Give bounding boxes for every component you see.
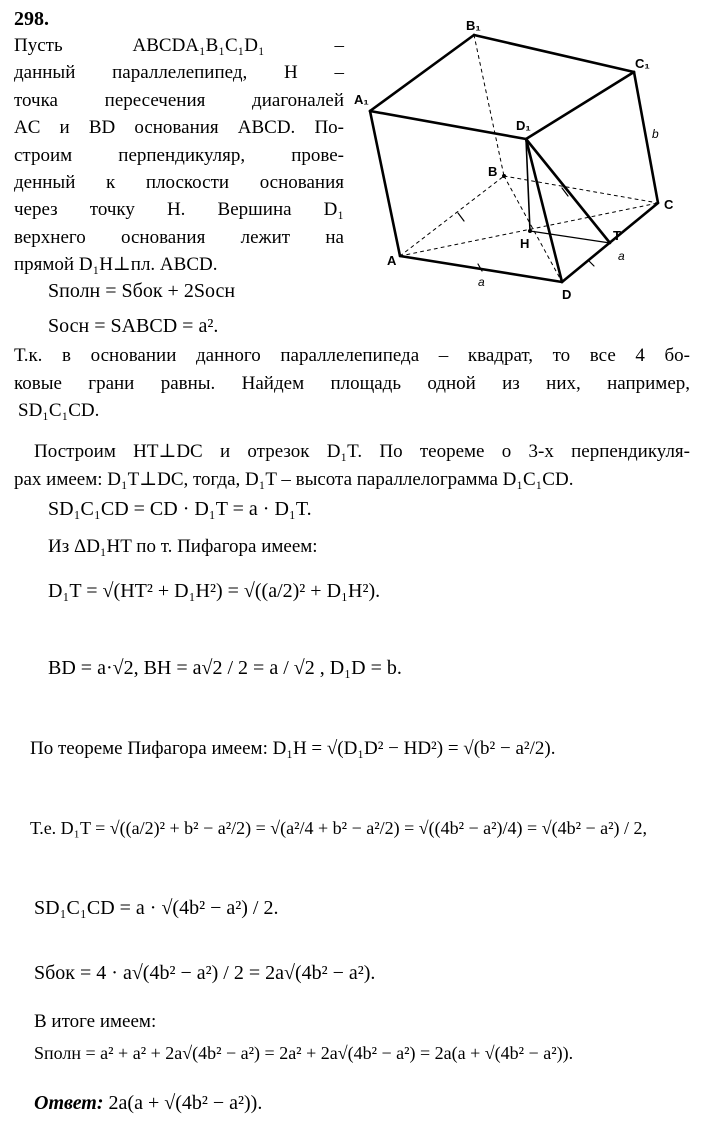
label-c: C	[664, 197, 674, 212]
label-d1: D₁	[516, 118, 531, 133]
point-h	[528, 229, 532, 233]
label-h: H	[520, 236, 530, 251]
label-d: D	[562, 287, 572, 302]
edge-ab	[400, 176, 504, 256]
formula-final: Sполн = a² + a² + 2a√(4b² − a²) = 2a² + 2a√(4b² − a²) = 2a(a + √(4b² − a²)).	[34, 1043, 574, 1063]
intro-paragraph	[14, 32, 344, 279]
intro-line: точка пересечения диагоналей	[14, 89, 344, 111]
edge-a1-b1	[370, 35, 474, 111]
label-a: A	[387, 253, 397, 268]
formula-s-face-result: SD₁C₁CD = a · √(4b² − a²) / 2.	[34, 897, 279, 919]
answer-label: Ответ:	[34, 1092, 104, 1114]
label-c1: C₁	[635, 56, 650, 71]
formula-d1t-result: Т.е. D₁T = √((a/2)² + b² − a²/2) = √(a²/4 + b² − a²/2) = √((4b² − a²)/4) = √(4b² − a²) / 2,	[30, 818, 647, 838]
formula-s-osn: Sосн = SABCD = a².	[48, 315, 219, 337]
formula-d1h: По теореме Пифагора имеем: D₁H = √(D₁D² − HD²) = √(b² − a²/2).	[30, 738, 556, 759]
label-a1: A₁	[354, 92, 369, 107]
point-b	[502, 174, 506, 178]
segment-h-t	[530, 231, 610, 243]
intro-line: верхнего основания лежит на	[14, 226, 344, 248]
label-t: T	[613, 228, 621, 243]
text-line: Т.к. в основании данного параллелепипеда – квадрат, то все 4 бо-	[14, 345, 690, 366]
intro-line: AC и BD основания ABCD. По-	[14, 117, 344, 139]
answer-value: 2a(a + √(4b² − a²)).	[108, 1092, 263, 1114]
formula-s-bok: Sбок = 4 · a√(4b² − a²) / 2 = 2a√(4b² − a²).	[34, 962, 376, 984]
paragraph-perpendicular	[14, 438, 690, 493]
intro-line: данный параллелепипед, H –	[14, 62, 344, 84]
problem-number: 298.	[14, 8, 49, 30]
intro-line: денный к плоскости основания	[14, 172, 344, 194]
paragraph-square-base	[14, 342, 690, 425]
answer-line	[34, 1090, 262, 1117]
edge-b1-c1	[474, 35, 634, 72]
intro-line: строим перпендикуляр, прове-	[14, 144, 344, 166]
result-label: В итоге имеем:	[34, 1011, 157, 1032]
label-b-edge: b	[652, 127, 659, 141]
parallelepiped-figure	[354, 10, 690, 302]
intro-line: прямой D₁H⊥пл. ABCD.	[14, 254, 218, 276]
edge-d1-a1	[370, 111, 526, 139]
label-b: B	[488, 164, 498, 179]
edge-a1-a	[370, 111, 400, 256]
intro-line: через точку H. Вершина D₁	[14, 199, 344, 221]
label-a-base: a	[478, 275, 485, 289]
label-a-side: a	[618, 249, 625, 263]
text-line: Построим HT⊥DC и отрезок D₁T. По теореме о 3-х перпендикуля-	[34, 441, 690, 462]
intro-line: Пусть ABCDA₁B₁C₁D₁ –	[14, 35, 344, 56]
pythagoras-intro: Из ΔD₁HT по т. Пифагора имеем:	[48, 536, 318, 557]
edge-c1-d1	[526, 72, 634, 139]
formula-bd-bh: BD = a·√2, BH = a√2 / 2 = a / √2 , D₁D = b.	[48, 657, 402, 679]
label-b1: B₁	[466, 18, 481, 33]
text-line: ковые грани равны. Найдем площадь одной из них, например,	[14, 372, 690, 394]
text-line: SD₁C₁CD.	[18, 400, 100, 421]
formula-s-poln: Sполн = Sбок + 2Sосн	[48, 280, 236, 302]
edge-b1-b	[474, 35, 504, 176]
text-line: рах имеем: D₁T⊥DC, тогда, D₁T – высота параллелограмма D₁C₁CD.	[14, 468, 574, 490]
formula-d1t-sqrt: D₁T = √(HT² + D₁H²) = √((a/2)² + D₁H²).	[48, 580, 381, 602]
formula-s-face: SD₁C₁CD = CD · D₁T = a · D₁T.	[48, 498, 312, 520]
